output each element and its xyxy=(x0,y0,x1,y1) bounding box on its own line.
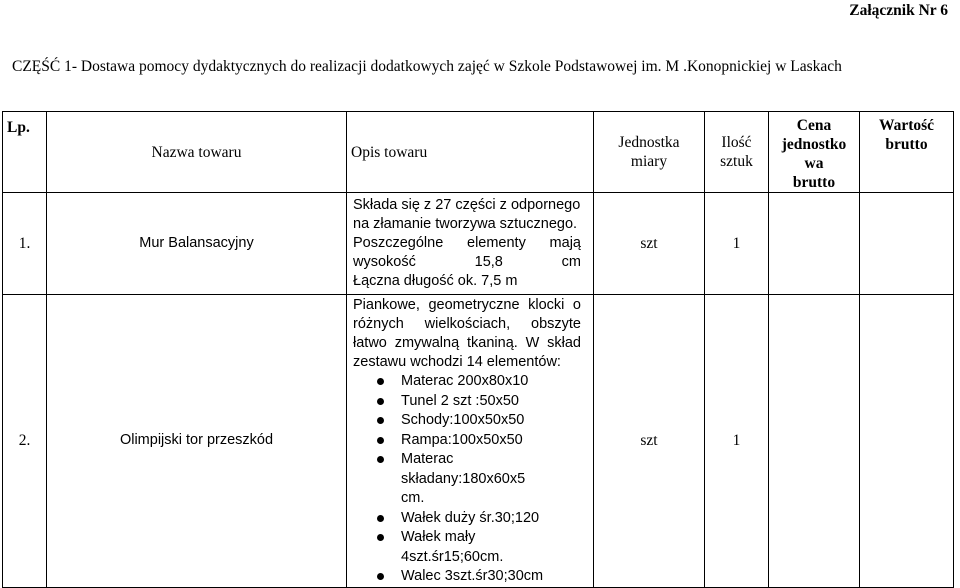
row1-unit: szt xyxy=(594,193,705,295)
header-price-line2: jednostko xyxy=(781,136,847,153)
header-unit xyxy=(594,112,705,193)
header-price-line4: brutto xyxy=(792,174,836,191)
table-row xyxy=(3,295,954,588)
header-desc: Opis towaru xyxy=(347,112,594,193)
bullet-icon xyxy=(377,456,384,463)
row2-price xyxy=(769,295,860,588)
table-header-row xyxy=(3,112,954,193)
header-value xyxy=(860,112,954,193)
list-item: Schody:100x50x50 xyxy=(353,411,581,431)
list-item: Materac 200x80x10 xyxy=(353,372,581,392)
bullet-icon xyxy=(377,417,384,424)
bullet-icon xyxy=(377,398,384,405)
list-item: Materac składany:180x60x5 cm. xyxy=(353,450,581,509)
row1-name: Mur Balansacyjny xyxy=(47,193,347,295)
header-price-line1: Cena xyxy=(796,117,832,134)
row1-desc-line3: Poszczególne elementy mają xyxy=(353,235,581,251)
row1-value xyxy=(860,193,954,295)
row2-desc-line3: łatwo zmywalną tkaniną. W skład xyxy=(353,335,581,351)
list-item: Rampa:100x50x50 xyxy=(353,431,581,451)
list-item: Tunel 2 szt :50x50 xyxy=(353,392,581,412)
row1-desc-line4: wysokość 15,8 cm xyxy=(353,254,581,270)
header-qty xyxy=(705,112,769,193)
row2-item-list xyxy=(353,372,581,587)
row2-qty: 1 xyxy=(705,295,769,588)
row2-desc-line2: różnych wielkościach, obszyte xyxy=(353,316,581,332)
row2-desc xyxy=(347,295,594,588)
header-value-line2: brutto xyxy=(885,136,928,153)
part-heading: CZĘŚĆ 1- Dostawa pomocy dydaktycznych do realizacji dodatkowych zajęć w Szkole Podstawowej im. M .Konopnickiej w Laskach xyxy=(12,58,842,75)
row2-desc-line4: zestawu wchodzi 14 elementów: xyxy=(353,354,561,370)
list-item: Walec 3szt.śr30;30cm xyxy=(353,567,581,587)
list-item: Wałek mały 4szt.śr15;60cm. xyxy=(353,528,581,567)
table-row xyxy=(3,193,954,295)
row1-price xyxy=(769,193,860,295)
row2-name: Olimpijski tor przeszkód xyxy=(47,295,347,588)
header-price-line3: wa xyxy=(804,155,824,172)
row1-desc-line5: Łączna długość ok. 7,5 m xyxy=(353,273,518,289)
header-unit-line2: miary xyxy=(630,153,668,170)
header-price xyxy=(769,112,860,193)
header-qty-line2: sztuk xyxy=(720,153,753,170)
row1-lp: 1. xyxy=(3,193,47,295)
header-qty-line1: Ilość xyxy=(721,134,752,151)
annex-label: Załącznik Nr 6 xyxy=(849,2,948,19)
bullet-icon xyxy=(377,378,384,385)
bullet-icon xyxy=(377,437,384,444)
bullet-icon xyxy=(377,515,384,522)
bullet-icon xyxy=(377,573,384,580)
order-table xyxy=(2,111,954,588)
list-item: Wałek duży śr.30;120 xyxy=(353,509,581,529)
row1-desc-line2: na złamanie tworzywa sztucznego. xyxy=(353,216,578,232)
row2-value xyxy=(860,295,954,588)
row1-desc-line1: Składa się z 27 części z odpornego xyxy=(353,197,581,213)
header-unit-line1: Jednostka xyxy=(618,134,680,151)
row2-unit: szt xyxy=(594,295,705,588)
header-lp: Lp. xyxy=(3,112,47,193)
row1-desc xyxy=(347,193,594,295)
row2-desc-line1: Piankowe, geometryczne klocki o xyxy=(353,297,581,313)
header-name: Nazwa towaru xyxy=(47,112,347,193)
header-value-line1: Wartość xyxy=(878,117,935,134)
bullet-icon xyxy=(377,534,384,541)
row1-qty: 1 xyxy=(705,193,769,295)
row2-lp: 2. xyxy=(3,295,47,588)
